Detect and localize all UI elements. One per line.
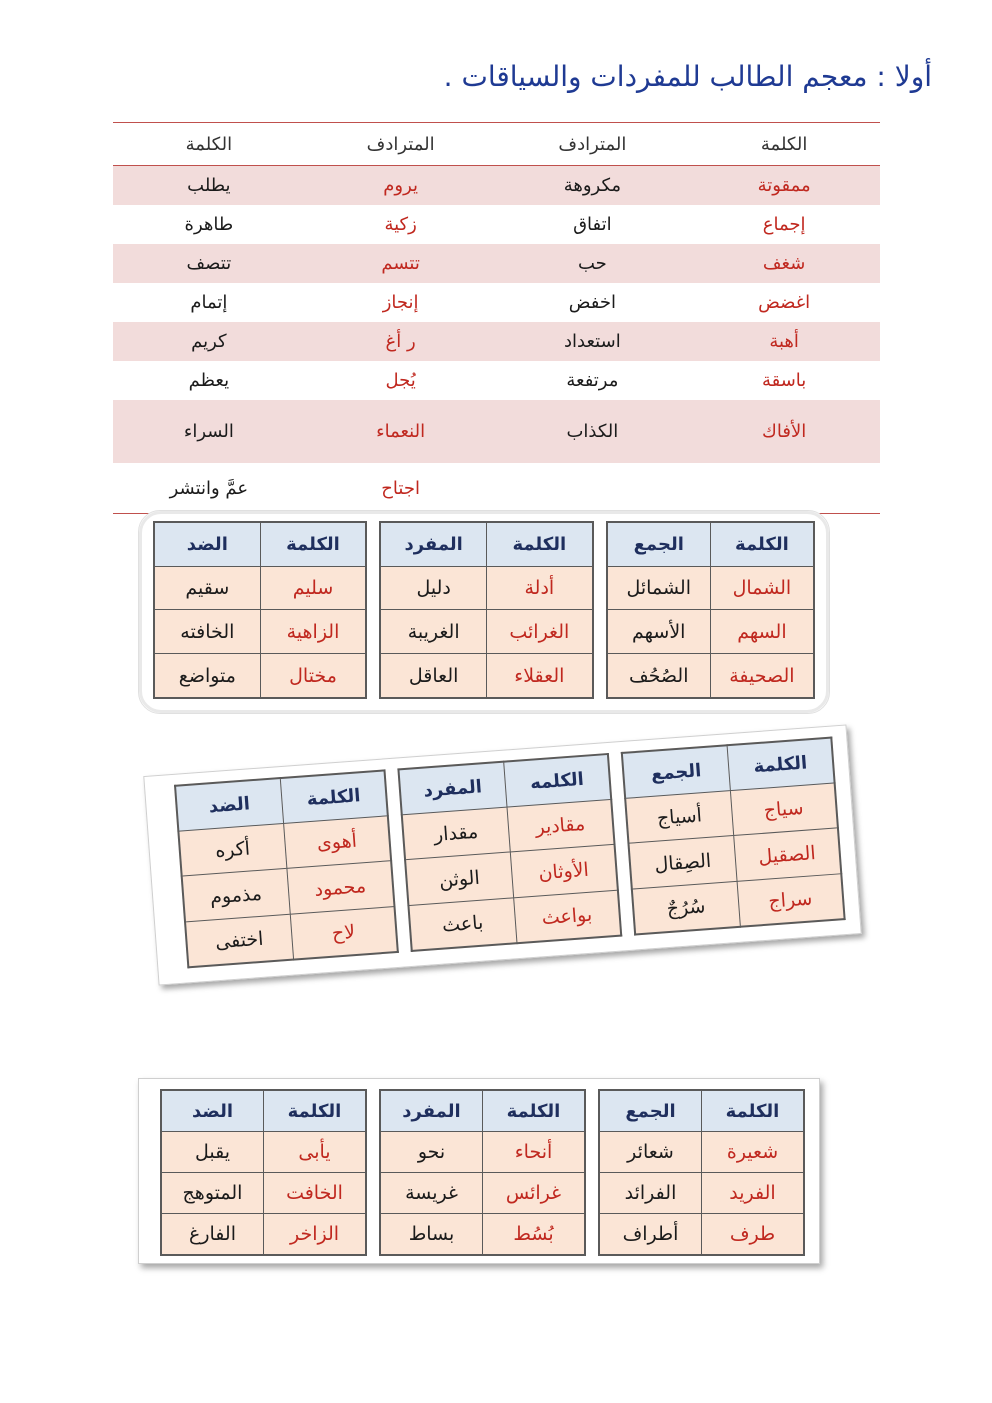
- word-cell: مقادير: [507, 800, 615, 853]
- word-cell: إتمام: [190, 292, 228, 313]
- column-header: الكلمة: [760, 133, 808, 155]
- word-cell: الشمال: [710, 566, 814, 610]
- word-cell: إجماع: [762, 214, 806, 235]
- word-cell: الزاخر: [264, 1214, 367, 1256]
- synonym-cell: اتفاق: [573, 214, 612, 235]
- word-cell: يعظم: [188, 370, 230, 391]
- column-header: الكلمة: [280, 770, 388, 823]
- value-cell: بساط: [380, 1214, 483, 1256]
- value-cell: الخافته: [154, 610, 260, 654]
- singular-table: [379, 1089, 586, 1256]
- singular-table: [379, 521, 593, 699]
- table-row: [113, 361, 880, 400]
- word-cell: ممقوتة: [688, 166, 880, 206]
- word-cell: اغضض: [758, 292, 811, 313]
- synonym-cell: النعماء: [305, 400, 497, 463]
- column-header: الكلمة: [264, 1090, 367, 1132]
- column-header: المترادف: [366, 133, 435, 155]
- column-header: الجمع: [607, 522, 711, 566]
- value-cell: اختفى: [185, 914, 293, 967]
- word-cell: كريم: [113, 322, 305, 361]
- word-cell: العقلاء: [487, 654, 593, 698]
- word-tables-box-1: [138, 510, 830, 714]
- value-cell: سقيم: [154, 566, 260, 610]
- value-cell: يقبل: [161, 1132, 264, 1173]
- value-cell: الفرائد: [599, 1173, 702, 1214]
- synonym-cell: [497, 463, 689, 514]
- word-cell: الفريد: [702, 1173, 805, 1214]
- plural-table: [606, 521, 815, 699]
- word-cell: طاهرة: [184, 214, 234, 235]
- word-cell: عمَّ وانتشر: [169, 477, 249, 499]
- word-cell: أدلة: [487, 566, 593, 610]
- word-cell: شعيرة: [702, 1132, 805, 1173]
- value-cell: متواضع: [154, 654, 260, 698]
- synonym-cell: يُجل: [385, 370, 416, 391]
- synonym-cell: زكية: [384, 214, 417, 235]
- column-header: الكلمة: [483, 1090, 586, 1132]
- word-cell: طرف: [702, 1214, 805, 1256]
- page-title: أولا : معجم الطالب للمفردات والسياقات .: [443, 60, 932, 93]
- value-cell: شعائر: [599, 1132, 702, 1173]
- synonym-cell: إنجاز: [382, 292, 419, 313]
- value-cell: باعث: [408, 898, 516, 951]
- value-cell: أطراف: [599, 1214, 702, 1256]
- antonym-table: [153, 521, 367, 699]
- column-header: الكلمة: [260, 522, 366, 566]
- word-cell: محمود: [286, 861, 394, 914]
- word-cell: شغف: [688, 244, 880, 283]
- value-cell: الصُحُف: [607, 654, 711, 698]
- table-row: [113, 400, 880, 463]
- word-cell: سياج: [730, 783, 838, 836]
- synonym-cell: ر أغ: [305, 322, 497, 361]
- word-cell: أهوى: [283, 816, 391, 869]
- synonym-cell: تتسم: [305, 244, 497, 283]
- word-cell: يطلب: [113, 166, 305, 206]
- word-cell: الصقيل: [733, 828, 841, 881]
- word-tables-box-3: [138, 1078, 820, 1264]
- value-cell: أسياج: [625, 791, 733, 844]
- synonym-cell: استعداد: [497, 322, 689, 361]
- column-header: الجمع: [599, 1090, 702, 1132]
- word-cell: السهم: [710, 610, 814, 654]
- word-cell: مختال: [260, 654, 366, 698]
- column-header: الكلمة: [185, 133, 233, 155]
- word-cell: الغرائب: [487, 610, 593, 654]
- value-cell: سُرُجٌ: [632, 881, 740, 934]
- word-cell: السراء: [113, 400, 305, 463]
- value-cell: العاقل: [380, 654, 486, 698]
- value-cell: الشمائل: [607, 566, 711, 610]
- word-cell: بُسُط: [483, 1214, 586, 1256]
- column-header: الكلمة: [702, 1090, 805, 1132]
- word-cell: أنحاء: [483, 1132, 586, 1173]
- column-header: المفرد: [380, 522, 486, 566]
- column-header: المفرد: [398, 762, 506, 815]
- word-cell: سليم: [260, 566, 366, 610]
- value-cell: مقدار: [402, 807, 510, 860]
- table-row: [113, 205, 880, 244]
- value-cell: نحو: [380, 1132, 483, 1173]
- word-cell: باسقة: [761, 370, 807, 391]
- word-cell: الأوثان: [510, 845, 618, 898]
- table-row: [113, 283, 880, 322]
- word-cell: يأبى: [264, 1132, 367, 1173]
- value-cell: الوثن: [405, 852, 513, 905]
- word-cell: لاح: [290, 906, 398, 959]
- word-cell: الزاهية: [260, 610, 366, 654]
- value-cell: مذموم: [182, 869, 290, 922]
- vocabulary-table: [113, 122, 880, 514]
- antonym-table: [160, 1089, 367, 1256]
- column-header: الكلمة: [727, 738, 835, 791]
- table-header-row: [113, 123, 880, 166]
- column-header: الضد: [175, 778, 283, 831]
- value-cell: الصِقال: [629, 836, 737, 889]
- column-header: الكلمة: [710, 522, 814, 566]
- value-cell: أكره: [178, 824, 286, 877]
- value-cell: غريسة: [380, 1173, 483, 1214]
- word-cell: سراج: [737, 873, 845, 926]
- word-cell: [688, 463, 880, 514]
- synonym-cell: حب: [497, 244, 689, 283]
- table-row: [113, 244, 880, 283]
- word-cell: الأفاك: [688, 400, 880, 463]
- synonym-cell: اخفض: [568, 292, 617, 313]
- value-cell: الأسهم: [607, 610, 711, 654]
- column-header: الضد: [154, 522, 260, 566]
- word-cell: غرائس: [483, 1173, 586, 1214]
- singular-table: [397, 753, 622, 952]
- value-cell: الفارغ: [161, 1214, 264, 1256]
- value-cell: المتوهج: [161, 1173, 264, 1214]
- synonym-cell: الكذاب: [497, 400, 689, 463]
- column-header: الكلمة: [487, 522, 593, 566]
- column-header: المترادف: [558, 133, 627, 155]
- synonym-cell: يروم: [305, 166, 497, 206]
- table-row: [113, 463, 880, 514]
- word-cell: الصحيفة: [710, 654, 814, 698]
- antonym-table: [174, 769, 399, 968]
- synonym-cell: اجتاح: [381, 477, 420, 499]
- word-tables-box-2: [143, 724, 861, 985]
- table-row: [113, 166, 880, 206]
- word-cell: تتصف: [113, 244, 305, 283]
- column-header: المفرد: [380, 1090, 483, 1132]
- table-row: [113, 322, 880, 361]
- synonym-cell: مرتفعة: [566, 370, 619, 391]
- word-cell: بواعث: [513, 890, 621, 943]
- column-header: الضد: [161, 1090, 264, 1132]
- word-cell: الخافت: [264, 1173, 367, 1214]
- plural-table: [621, 737, 846, 936]
- column-header: الكلمه: [503, 754, 611, 807]
- value-cell: الغريبة: [380, 610, 486, 654]
- value-cell: دليل: [380, 566, 486, 610]
- word-cell: أهبة: [688, 322, 880, 361]
- plural-table: [598, 1089, 805, 1256]
- column-header: الجمع: [622, 745, 730, 798]
- synonym-cell: مكروهة: [497, 166, 689, 206]
